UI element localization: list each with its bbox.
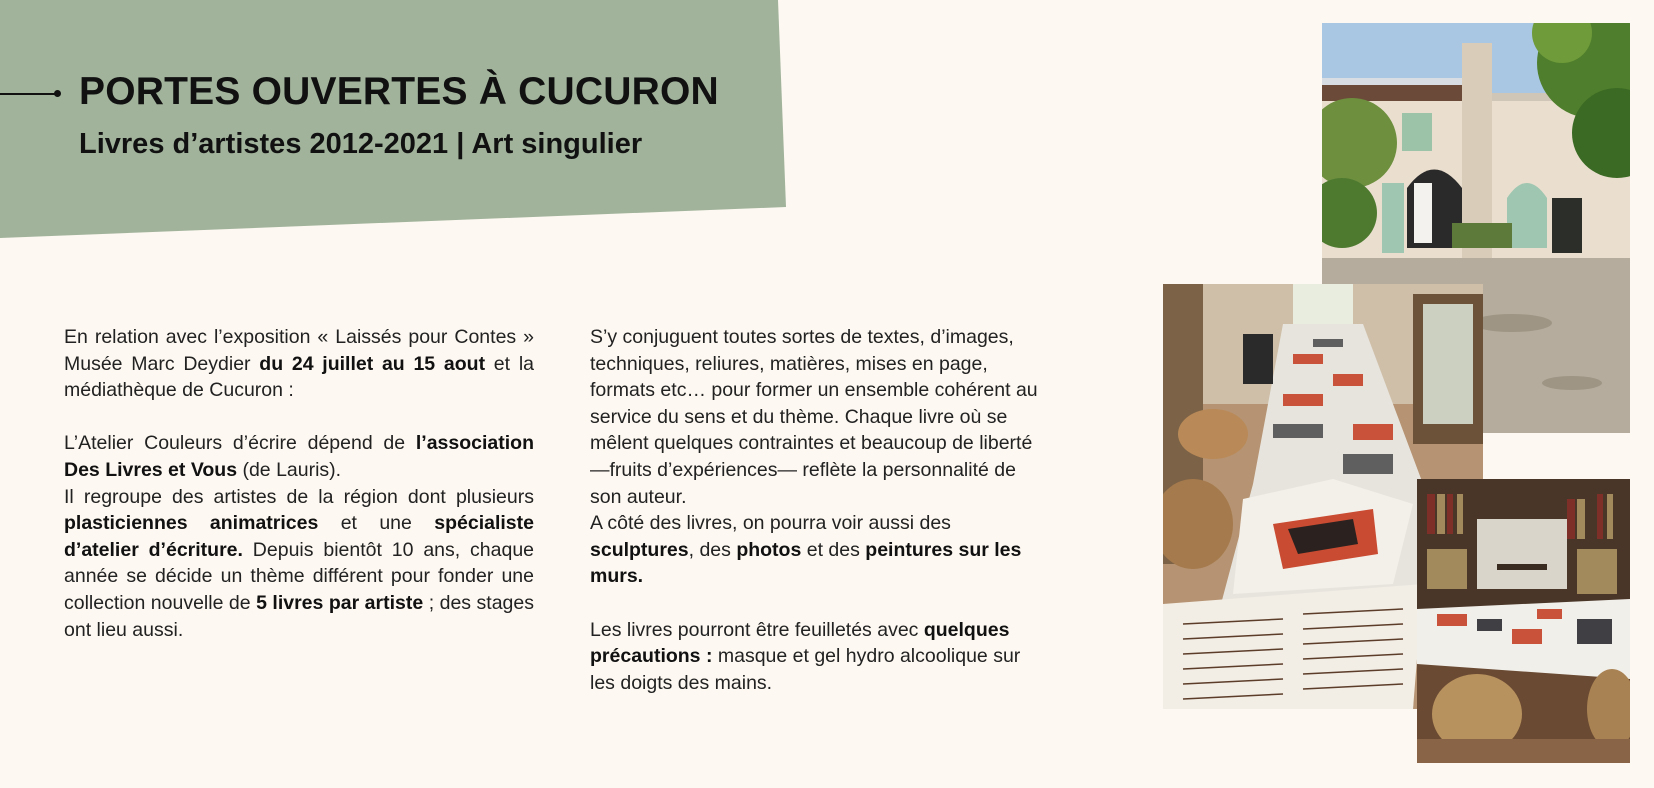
header-line-dot — [54, 90, 61, 97]
text-bold-animatrices: plasticiennes animatrices — [64, 512, 319, 535]
text-run: Les livres pourront être feuilletés avec — [590, 618, 924, 641]
paragraph-atelier — [64, 430, 534, 643]
photo-library-table — [1417, 479, 1630, 763]
text-run: En relation avec l’exposition « Laissés pour Contes » Musée Marc Deydier — [64, 326, 534, 375]
text-bold-precautions: quelques précautions : — [590, 618, 1010, 668]
text-run: et une — [318, 512, 435, 535]
text-run: et des — [801, 538, 866, 561]
text-bold-photos: photos — [736, 538, 802, 561]
text-bold-association: l’association Des Livres et Vous — [64, 432, 534, 481]
text-column-left — [64, 324, 534, 670]
header-banner — [0, 0, 790, 240]
text-bold-livres: 5 livres par artiste — [256, 591, 424, 614]
text-bold-specialiste: spécialiste d’atelier d’écriture. — [64, 512, 534, 561]
paragraph-exhibition — [64, 324, 534, 404]
text-run: S’y conjuguent toutes sortes de textes, d’images, techniques, reliures, matières, mises en page, formats etc… pour former un ensemble cohérent au service du sens et du thème. Chaque livre où se mêlent quelques contraintes et beaucoup de liberté —fruits d’expériences— reflète la personnalité de son auteur. — [590, 326, 1038, 508]
page-title: PORTES OUVERTES À CUCURON — [79, 70, 719, 113]
text-run: Depuis bientôt 10 ans, chaque année se décide un thème différent pour fonder une collection nouvelle de — [64, 538, 535, 614]
text-run: Il regroupe des artistes de la région dont plusieurs — [64, 485, 534, 508]
paragraph-precautions — [590, 617, 1045, 697]
header-line-marker — [0, 93, 58, 95]
paragraph-contents — [590, 324, 1045, 590]
text-run: A côté des livres, on pourra voir aussi des — [590, 512, 951, 535]
text-run: ; des stages ont lieu aussi. — [64, 591, 534, 641]
text-bold-peintures: peintures sur les murs. — [590, 538, 1022, 588]
text-bold-sculptures: sculptures — [590, 538, 689, 561]
text-run: et la médiathèque de Cucuron : — [64, 352, 534, 402]
text-bold-dates: du 24 juillet au 15 aout — [259, 352, 486, 375]
text-column-right — [590, 324, 1045, 723]
text-run: masque et gel hydro alcoolique sur les doigts des mains. — [590, 645, 1021, 694]
text-run: L’Atelier Couleurs d’écrire dépend de — [64, 432, 416, 455]
text-run: , des — [688, 538, 737, 561]
page-subtitle: Livres d’artistes 2012-2021 | Art singulier — [79, 128, 643, 160]
text-run: (de Lauris). — [237, 458, 342, 481]
